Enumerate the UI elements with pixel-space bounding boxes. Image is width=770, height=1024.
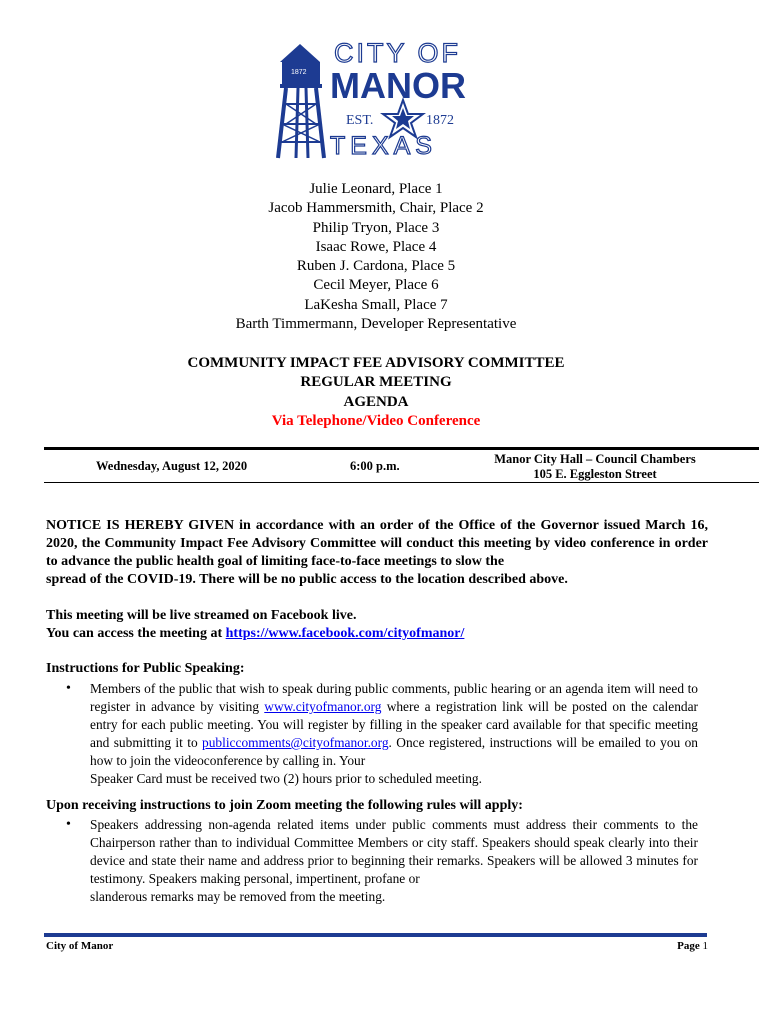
footer-org: City of Manor [46, 940, 114, 952]
livestream-line: This meeting will be live streamed on Facebook live. [46, 608, 357, 623]
public-speaking-item [90, 680, 698, 788]
meeting-date: Wednesday, August 12, 2020 [96, 459, 248, 473]
footer-page [660, 940, 708, 952]
livestream-paragraph [46, 607, 708, 643]
tower-year-label: 1872 [291, 69, 307, 76]
logo-year: 1872 [426, 113, 454, 128]
logo-city-of: CITY OF [334, 38, 462, 68]
facebook-link[interactable]: https://www.facebook.com/cityofmanor/ [225, 626, 465, 641]
logo-manor: MANOR [330, 65, 466, 106]
page-label: Page [677, 940, 700, 952]
meeting-mode: Via Telephone/Video Conference [271, 412, 481, 429]
meeting-location [470, 452, 720, 482]
bullet-icon: • [66, 817, 71, 832]
zoom-rules-heading: Upon receiving instructions to join Zoom meeting the following rules will apply: [46, 798, 523, 813]
logo-texas: TEXAS [330, 132, 437, 160]
meeting-time: 6:00 p.m. [350, 459, 400, 473]
speaking-last-line: Speaker Card must be received two (2) hours prior to scheduled meeting. [90, 771, 482, 786]
footer-divider [44, 933, 707, 937]
member-line: LaKesha Small, Place 7 [304, 296, 448, 313]
agenda-heading: AGENDA [343, 393, 409, 410]
member-line: Jacob Hammersmith, Chair, Place 2 [268, 200, 484, 217]
location-line-1: Manor City Hall – Council Chambers [494, 452, 696, 466]
public-speaking-heading: Instructions for Public Speaking: [46, 661, 245, 676]
location-line-2: 105 E. Eggleston Street [533, 467, 657, 481]
divider-bottom [44, 482, 759, 483]
access-prefix: You can access the meeting at [46, 626, 226, 641]
website-link[interactable]: www.cityofmanor.org [264, 699, 382, 714]
zoom-rules-last-line: slanderous remarks may be removed from the meeting. [90, 889, 386, 904]
member-line: Cecil Meyer, Place 6 [313, 277, 439, 294]
city-of-manor-logo [270, 36, 480, 162]
speaking-text-3: . Once registered, instructions will be emailed to you on how to join the videoconference by calling in. Your [90, 735, 698, 768]
member-line: Julie Leonard, Place 1 [309, 181, 443, 197]
logo-est: EST. [346, 113, 374, 128]
member-line: Barth Timmermann, Developer Representative [235, 316, 517, 333]
agenda-title-block [0, 354, 752, 431]
committee-title: COMMUNITY IMPACT FEE ADVISORY COMMITTEE [187, 355, 565, 371]
member-line: Isaac Rowe, Place 4 [315, 238, 437, 255]
access-line [46, 625, 708, 643]
speaking-text-1: Members of the public that wish to speak during public comments, public hearing or an agenda item will need to register in advance by visiting [90, 681, 698, 714]
notice-paragraph [46, 517, 708, 589]
zoom-rules-text: Speakers addressing non-agenda related items under public comments must address their comments to the Chairperson rather than to individual Committee Members or city staff. Speakers should speak clearly into their device and state their name and address prior to beginning their remarks. Speakers will be allowed 3 minutes for testimony. Speakers making personal, impertinent, profane or [90, 817, 698, 886]
bullet-icon: • [66, 681, 71, 696]
zoom-rules-item [90, 816, 698, 906]
notice-text: NOTICE IS HEREBY GIVEN in accordance with an order of the Office of the Governor issued March 16, 2020, the Community Impact Fee Advisory Committee will conduct this meeting by video conference in order to advance the public health goal of limiting face-to-face meetings to slow the [46, 518, 708, 569]
page-number: 1 [702, 940, 708, 952]
member-line: Ruben J. Cardona, Place 5 [296, 258, 456, 275]
email-link[interactable]: publiccomments@cityofmanor.org [202, 735, 389, 750]
member-line: Philip Tryon, Place 3 [312, 219, 440, 236]
committee-members-list [0, 180, 752, 334]
notice-last-line: spread of the COVID-19. There will be no public access to the location described above. [46, 572, 568, 587]
speaking-text-2: where a registration link will be posted on the calendar entry for each public meeting. You will register by filling in the speaker card available for that specific meeting and submitting it to [90, 699, 698, 750]
meeting-type: REGULAR MEETING [300, 374, 452, 391]
divider-top [44, 447, 759, 450]
